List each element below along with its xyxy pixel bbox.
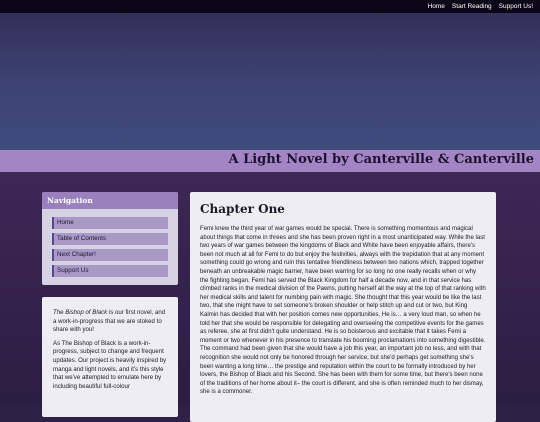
about-paragraph-1-text: is our first novel, and a work-in-progress that we are stoked to share with you! [53, 309, 166, 334]
sidebar-item-support-us[interactable]: Support Us [52, 265, 168, 277]
chapter-panel [190, 192, 496, 422]
sidebar-item-next-chapter[interactable]: Next Chapter! [52, 249, 168, 261]
sidebar-navigation [42, 192, 178, 285]
chapter-body-text: Femi knew the third year of war games would be special. There is something momentous and magical about things that come in threes and she has been proven right in a most unanticipated way. While the last two years of war games between the kingdoms of Black and White have been enjoyable affairs, there's been not much at all for Femi to do but enjoy the festivities, always with the trepidation that at any moment something could go wrong and ruin this tentative friendliness between two nations which, trapped together beneath an unbreakable magic barrier, have been warring for so long no one really recalls when or why the fighting began. Femi has served the Black Kingdom for half a decade now, and in that service has climbed ranks in the medical division of the Pawns, putting herself all the way at the top of that ranking with her medical skills and talent for numbing pain with magic. She thought that this year would be like the last two, that she might have to set someone's broken shoulder or help stitch up and cut or two, but King Kalmin has decided that with her position comes new opportunities. He is… a very loud man, so when he told her that she would be responsible for delegating and overseeing the competitive events for the games as referee, she at first didn't quite understand. He is so boisterous and excitable that it takes Femi a moment or two whenever in his presence to translate his booming proclamations into something digestible. The command had been given that she would have a job this year, an important job no less, and with that recognition she would not only be honored through her service, but she'd perhaps get something she's been wanting a long time… the prestige and reputation within the court to be formally introduced by her lovers, the Bishop of Black and his Second. She has been with them for some time, but there's been none of the traditions of her home about it– the court is different, and she is often reminded much to her dismay, she is a commoner. [200, 226, 486, 396]
navigation-list [42, 209, 178, 277]
sidebar-item-home[interactable]: Home [52, 217, 168, 229]
about-paragraph-1 [53, 309, 168, 335]
navigation-heading: Navigation [42, 192, 178, 209]
top-navigation-bar [0, 0, 540, 13]
about-panel [42, 297, 178, 417]
top-nav-start-reading-link[interactable]: Start Reading [451, 3, 492, 10]
top-nav-home-link[interactable]: Home [427, 3, 445, 10]
novel-title-text: The Bishop of Black [53, 309, 108, 316]
about-paragraph-2: As The Bishop of Black is a work-in-progress, subject to change and frequent updates. Our project is heavily inspired by manga and light novels, and it's this style that we've attempted to emulate here by including beautiful full-colour [53, 339, 167, 390]
site-title-bar [0, 150, 540, 172]
chapter-title: Chapter One [200, 202, 285, 216]
top-nav-support-us-link[interactable]: Support Us! [498, 3, 533, 10]
header-banner [0, 13, 540, 150]
site-title: A Light Novel by Canterville & Canterville [228, 152, 534, 167]
sidebar-item-table-of-contents[interactable]: Table of Contents [52, 233, 168, 245]
